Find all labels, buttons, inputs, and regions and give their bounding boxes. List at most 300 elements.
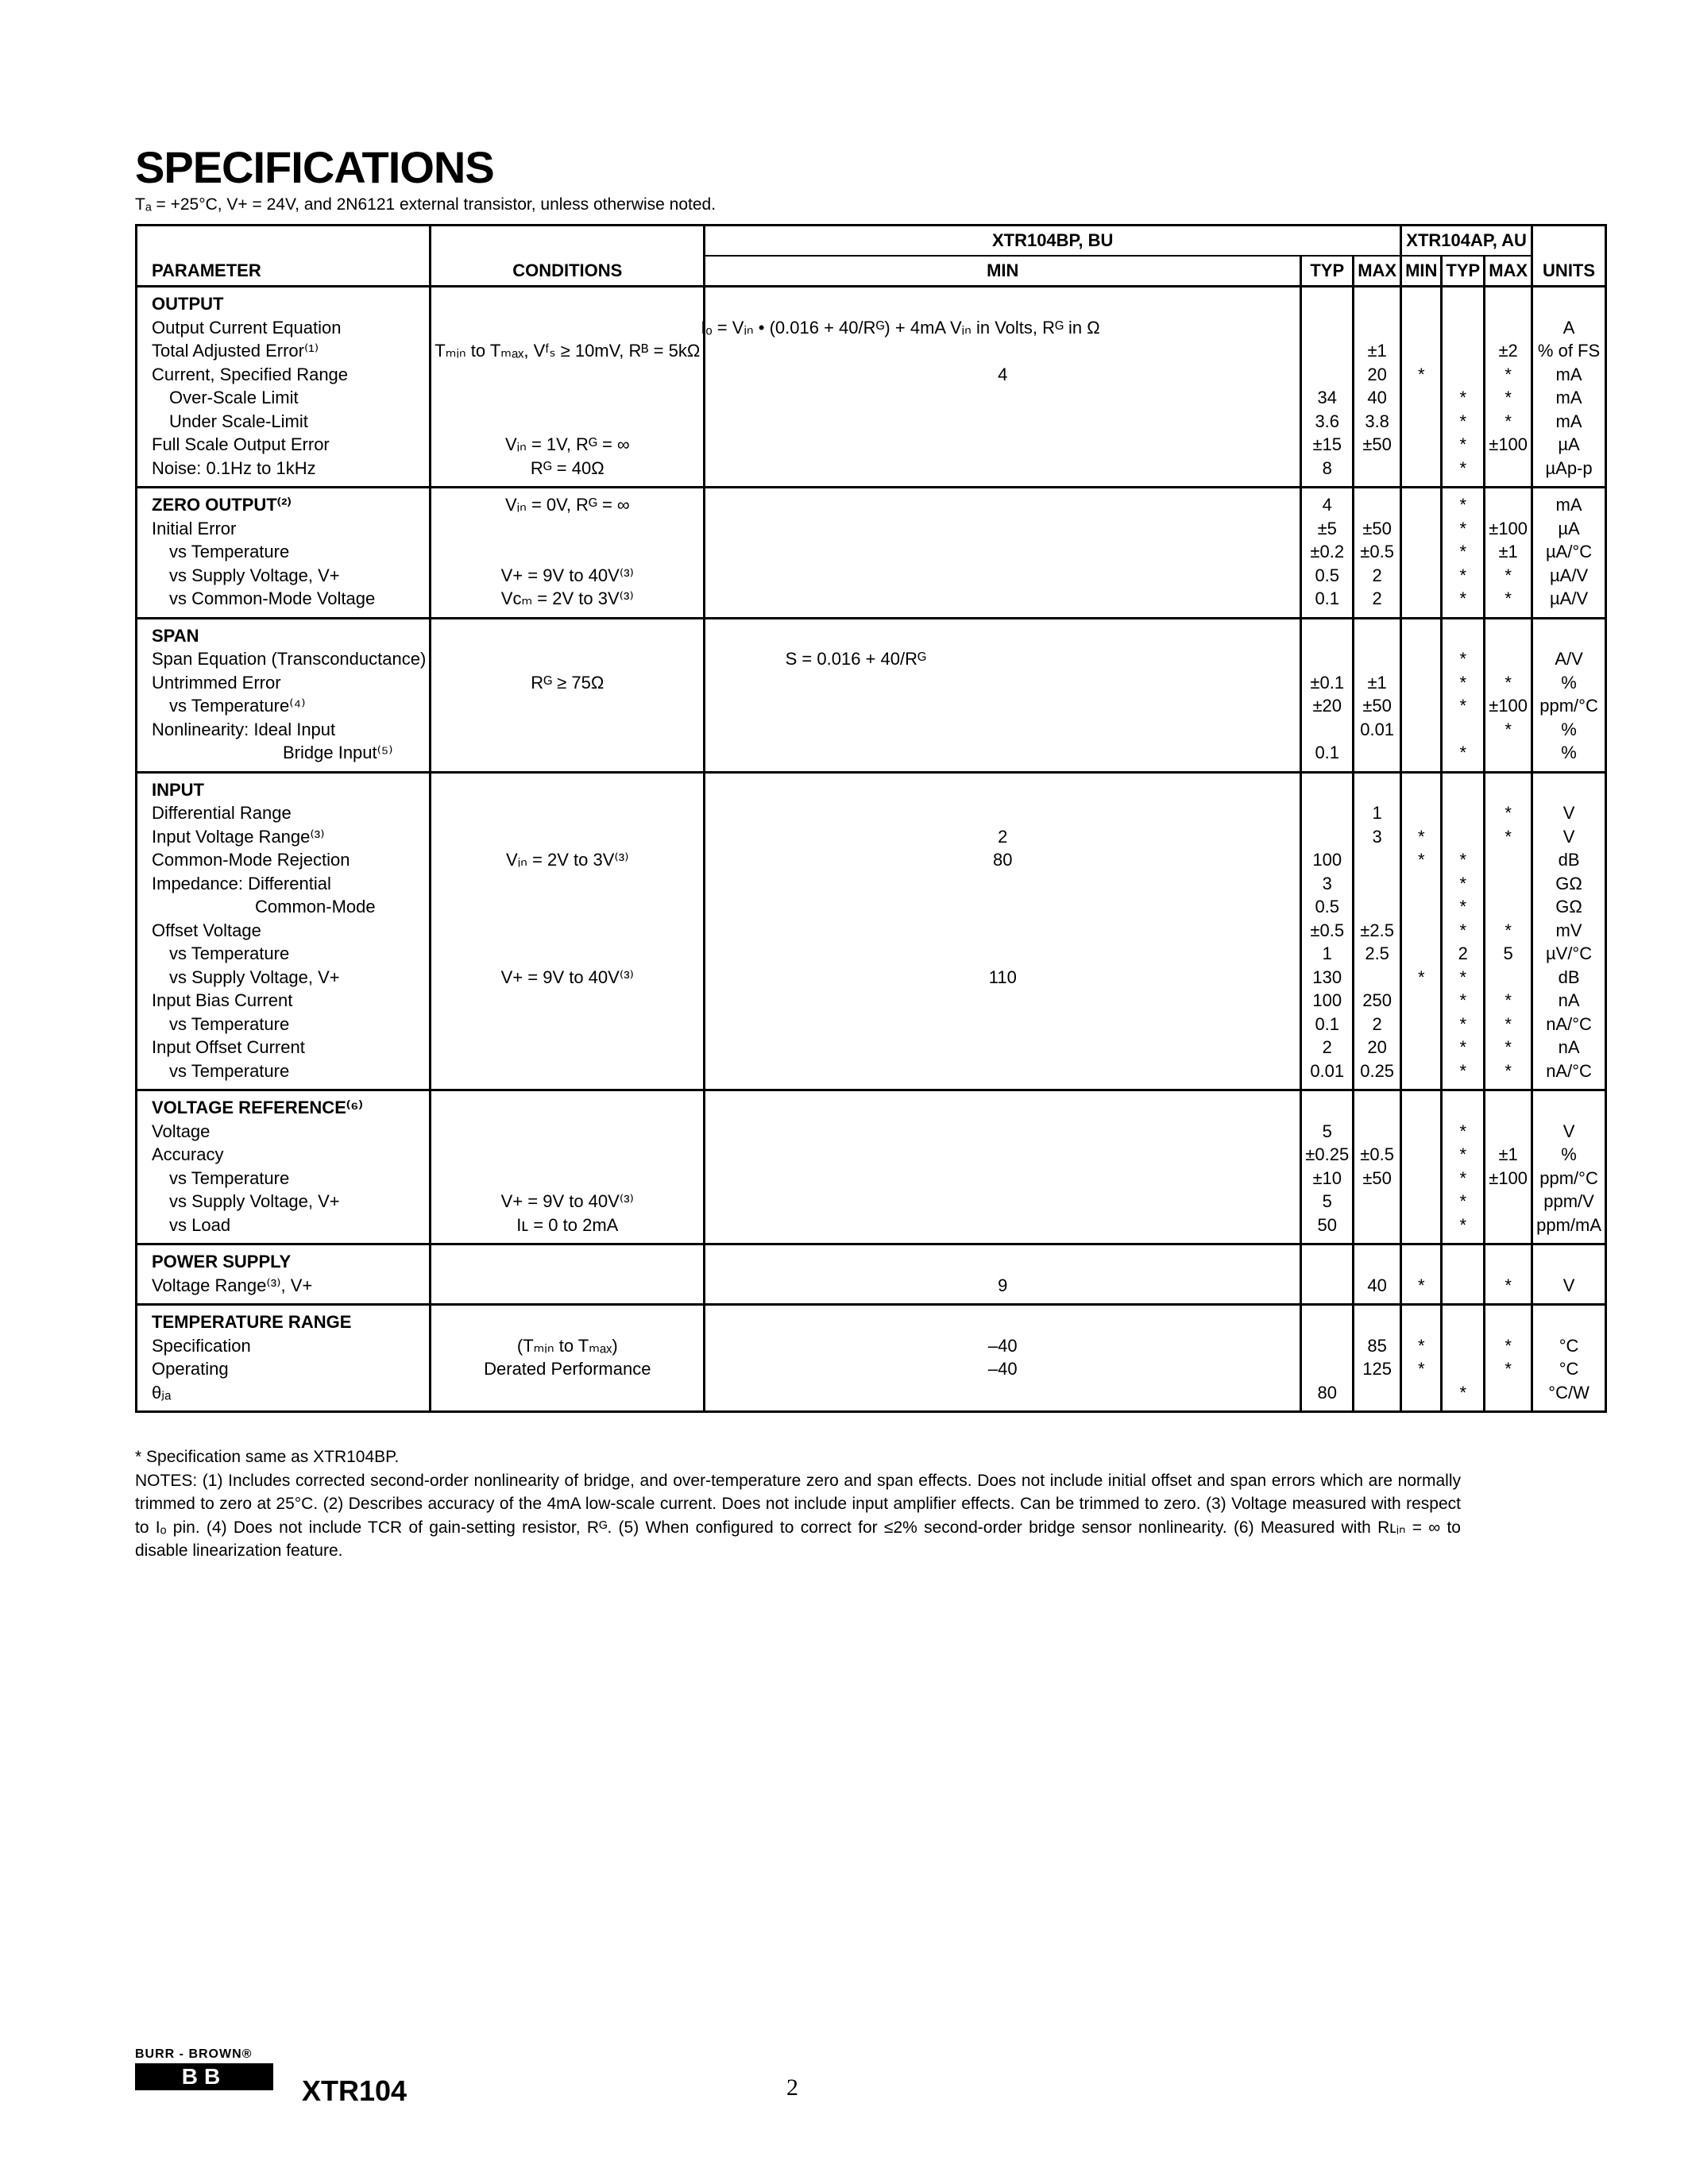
value-min1 xyxy=(709,1059,1296,1083)
value-typ1 xyxy=(1305,1274,1349,1298)
param-label: Total Adjusted Error⁽¹⁾ xyxy=(152,341,319,361)
unit-text: mA xyxy=(1555,495,1582,515)
param-cell xyxy=(137,488,431,619)
section-header: INPUT xyxy=(152,779,204,800)
value-min1 xyxy=(709,540,1296,564)
part-number: XTR104 xyxy=(302,2074,408,2107)
condition-text xyxy=(435,316,700,340)
value-max2: ±2 xyxy=(1498,341,1518,361)
value-typ1: 0.1 xyxy=(1315,743,1340,762)
value-min2 xyxy=(1405,457,1437,480)
value-typ1: 80 xyxy=(1317,1382,1337,1403)
value-max1 xyxy=(1358,1214,1396,1237)
unit-text: % xyxy=(1561,672,1577,693)
value-typ2: * xyxy=(1459,1382,1467,1403)
condition-text xyxy=(435,741,700,765)
unit-text: µA xyxy=(1558,518,1580,538)
condition-text xyxy=(435,1167,700,1190)
value-typ1: 0.5 xyxy=(1315,897,1340,916)
value-cell-min1 xyxy=(705,488,1301,619)
value-max2 xyxy=(1489,848,1528,872)
condition-text: V+ = 9V to 40V⁽³⁾ xyxy=(500,967,634,987)
value-max1 xyxy=(1358,624,1396,648)
value-max2: * xyxy=(1505,1037,1512,1057)
param-cell xyxy=(137,1305,431,1412)
value-typ1 xyxy=(1305,339,1349,363)
condition-text: Rᴳ = 40Ω xyxy=(530,457,605,478)
col-min-ap: MIN xyxy=(1401,256,1442,287)
param-cell xyxy=(137,772,431,1090)
param-label: Current, Specified Range xyxy=(152,364,349,384)
section-header: SPAN xyxy=(152,625,199,646)
value-max1: 20 xyxy=(1367,364,1387,384)
value-typ2: * xyxy=(1459,672,1467,693)
value-max1 xyxy=(1358,966,1396,990)
value-max1: 20 xyxy=(1367,1037,1387,1057)
value-min1 xyxy=(709,1096,1296,1120)
condition-text xyxy=(435,1013,700,1036)
value-typ1: 5 xyxy=(1322,1191,1332,1211)
condition-text: Vᴄₘ = 2V to 3V⁽³⁾ xyxy=(500,588,634,608)
unit-text: dB xyxy=(1558,967,1580,987)
value-typ2 xyxy=(1446,1357,1480,1381)
value-typ1: 3.6 xyxy=(1315,411,1340,431)
value-max1: 1 xyxy=(1372,803,1382,823)
unit-text: nA xyxy=(1558,990,1580,1010)
value-cell-typ1 xyxy=(1301,1090,1354,1244)
param-label: Input Voltage Range⁽³⁾ xyxy=(152,826,325,847)
value-min2 xyxy=(1405,292,1437,316)
bb-logo-icon xyxy=(135,2063,273,2090)
condition-text xyxy=(435,1059,700,1083)
condition-text xyxy=(435,1381,700,1405)
value-max1: 125 xyxy=(1362,1359,1392,1379)
value-max2 xyxy=(1489,966,1528,990)
value-min1 xyxy=(709,671,1296,695)
col-max-ap: MAX xyxy=(1485,256,1532,287)
value-typ1: ±20 xyxy=(1312,696,1342,716)
param-label: Differential Range xyxy=(152,803,292,823)
conditions-cell xyxy=(431,618,705,772)
condition-text: (Tₘᵢₙ to Tₘₐₓ) xyxy=(516,1335,618,1356)
param-label: vs Load xyxy=(169,1214,231,1235)
value-max2: * xyxy=(1505,826,1512,847)
unit-text: nA/°C xyxy=(1546,1013,1592,1034)
value-max1 xyxy=(1358,316,1396,340)
value-min1 xyxy=(709,410,1296,434)
value-typ2 xyxy=(1446,1096,1480,1120)
unit-text: µA/°C xyxy=(1545,542,1593,561)
value-min1: 4 xyxy=(998,364,1008,384)
section-3 xyxy=(137,772,1606,1090)
param-cell xyxy=(137,1244,431,1305)
value-min2 xyxy=(1405,624,1437,648)
col-conditions: CONDITIONS xyxy=(431,256,705,287)
value-typ2 xyxy=(1446,339,1480,363)
param-label: Under Scale-Limit xyxy=(169,411,308,431)
value-min2 xyxy=(1405,517,1437,541)
param-cell xyxy=(137,618,431,772)
unit-text: µV/°C xyxy=(1545,943,1593,963)
value-typ2: * xyxy=(1459,1167,1467,1188)
param-label: Span Equation (Transconductance) xyxy=(152,649,427,669)
condition-text xyxy=(435,694,700,718)
value-max2: * xyxy=(1505,565,1512,585)
col-min-bp: MIN xyxy=(705,256,1301,287)
value-typ2: * xyxy=(1459,518,1467,538)
value-typ2 xyxy=(1446,624,1480,648)
condition-text xyxy=(435,801,700,825)
value-min1 xyxy=(709,741,1296,765)
value-min2 xyxy=(1405,671,1437,695)
value-cell-max2 xyxy=(1485,1244,1532,1305)
value-max2 xyxy=(1489,1096,1528,1120)
value-min2 xyxy=(1405,493,1437,517)
value-max1: ±50 xyxy=(1362,434,1392,454)
condition-text: Iʟ = 0 to 2mA xyxy=(516,1214,619,1235)
param-label: Untrimmed Error xyxy=(152,672,281,693)
value-max2: ±100 xyxy=(1489,518,1528,538)
value-max1 xyxy=(1358,457,1396,480)
value-max1: ±1 xyxy=(1367,341,1387,361)
value-typ2: * xyxy=(1459,388,1467,407)
value-max1: ±50 xyxy=(1362,518,1392,538)
value-cell-max2 xyxy=(1485,772,1532,1090)
unit-text: % of FS xyxy=(1537,341,1601,361)
col-parameter: PARAMETER xyxy=(137,256,431,287)
value-max1 xyxy=(1358,1250,1396,1274)
unit-text: V xyxy=(1562,1121,1575,1141)
value-typ1 xyxy=(1305,718,1349,742)
value-min2 xyxy=(1405,1143,1437,1167)
spec-body xyxy=(137,287,1606,1412)
unit-text: mV xyxy=(1555,920,1582,940)
value-typ2 xyxy=(1446,1274,1480,1298)
value-max2: * xyxy=(1505,719,1512,739)
condition-text: Tₘᵢₙ to Tₘₐₓ, Vᶠₛ ≥ 10mV, Rᴮ = 5kΩ xyxy=(435,341,701,361)
value-min2 xyxy=(1405,694,1437,718)
value-max2: ±100 xyxy=(1489,696,1528,716)
value-min1 xyxy=(709,1381,1296,1405)
value-typ1: 0.01 xyxy=(1310,1060,1345,1081)
value-cell-min2 xyxy=(1401,772,1442,1090)
unit-text: mA xyxy=(1555,388,1582,407)
value-min1 xyxy=(709,895,1296,919)
unit-text xyxy=(1536,1310,1601,1334)
value-max2 xyxy=(1489,872,1528,896)
value-cell-min2 xyxy=(1401,1305,1442,1412)
value-max1 xyxy=(1358,1096,1396,1120)
condition-text: Vᵢₙ = 2V to 3V⁽³⁾ xyxy=(506,850,629,870)
param-label: θⱼₐ xyxy=(152,1382,172,1403)
value-max2: * xyxy=(1505,990,1512,1010)
param-label: Offset Voltage xyxy=(152,920,261,940)
value-max2 xyxy=(1489,1190,1528,1214)
value-min1 xyxy=(709,339,1296,363)
value-max2: * xyxy=(1505,1359,1512,1379)
value-max2: * xyxy=(1505,1335,1512,1356)
condition-text xyxy=(435,540,700,564)
value-cell-max1 xyxy=(1354,1090,1401,1244)
value-min1 xyxy=(709,718,1296,742)
value-cell-max1 xyxy=(1354,1244,1401,1305)
param-cell xyxy=(137,1090,431,1244)
value-max2: * xyxy=(1505,588,1512,608)
value-max1 xyxy=(1358,1190,1396,1214)
value-max2 xyxy=(1489,493,1528,517)
param-label: Specification xyxy=(152,1335,251,1356)
brand-name: BURR - BROWN® xyxy=(135,2047,253,2061)
condition-text xyxy=(435,1310,700,1334)
value-max1 xyxy=(1358,1381,1396,1405)
value-typ1: 34 xyxy=(1317,388,1337,407)
value-typ1: ±0.25 xyxy=(1305,1144,1350,1164)
value-cell-min2 xyxy=(1401,1244,1442,1305)
value-typ1 xyxy=(1305,1310,1349,1334)
condition-text xyxy=(435,292,700,316)
value-max2 xyxy=(1489,1310,1528,1334)
group-header-ap: XTR104AP, AU xyxy=(1401,226,1532,257)
value-min1 xyxy=(709,386,1296,410)
param-label: vs Supply Voltage, V+ xyxy=(169,967,340,987)
value-max2: * xyxy=(1505,1013,1512,1034)
col-max-bp: MAX xyxy=(1354,256,1401,287)
value-max1: ±50 xyxy=(1362,1167,1392,1188)
col-typ-bp: TYP xyxy=(1301,256,1354,287)
value-max1 xyxy=(1358,493,1396,517)
param-label: vs Temperature xyxy=(169,542,290,561)
section-0 xyxy=(137,287,1606,488)
unit-text: dB xyxy=(1558,850,1580,870)
value-typ1: 0.1 xyxy=(1315,588,1340,608)
value-cell-max1 xyxy=(1354,618,1401,772)
value-min2 xyxy=(1405,1167,1437,1190)
condition-text xyxy=(435,386,700,410)
value-cell-min2 xyxy=(1401,287,1442,488)
value-min1 xyxy=(709,433,1296,457)
section-header: TEMPERATURE RANGE xyxy=(152,1312,352,1332)
value-min1 xyxy=(709,493,1296,517)
value-typ2 xyxy=(1446,718,1480,742)
value-min1 xyxy=(709,587,1296,611)
value-cell-typ1 xyxy=(1301,1305,1354,1412)
units-cell xyxy=(1532,618,1606,772)
value-min2 xyxy=(1405,1120,1437,1144)
note-star: * Specification same as XTR104BP. xyxy=(135,1448,400,1466)
section-4 xyxy=(137,1090,1606,1244)
value-max2: ±100 xyxy=(1489,1167,1528,1188)
units-cell xyxy=(1532,287,1606,488)
value-max1 xyxy=(1358,872,1396,896)
unit-text: GΩ xyxy=(1555,897,1582,916)
param-label: Over-Scale Limit xyxy=(169,388,299,407)
value-min2 xyxy=(1405,1096,1437,1120)
unit-text: ppm/mA xyxy=(1536,1214,1602,1235)
page-number: 2 xyxy=(786,2074,798,2101)
value-min2 xyxy=(1405,316,1437,340)
value-typ2: * xyxy=(1459,1060,1467,1081)
value-cell-typ1 xyxy=(1301,772,1354,1090)
value-min2 xyxy=(1405,1190,1437,1214)
value-min2 xyxy=(1405,587,1437,611)
condition-text xyxy=(435,895,700,919)
conditions-cell xyxy=(431,1090,705,1244)
value-max2 xyxy=(1489,457,1528,480)
param-label: Output Current Equation xyxy=(152,317,342,338)
condition-text xyxy=(435,517,700,541)
value-min2 xyxy=(1405,410,1437,434)
value-typ1: ±0.1 xyxy=(1310,672,1345,693)
equation-text: S = 0.016 + 40/Rᴳ xyxy=(785,649,926,669)
value-typ1 xyxy=(1305,1334,1349,1358)
value-min2 xyxy=(1405,647,1437,671)
condition-text xyxy=(435,825,700,849)
value-min2 xyxy=(1405,1381,1437,1405)
condition-text xyxy=(435,363,700,387)
condition-text xyxy=(435,624,700,648)
param-label: Full Scale Output Error xyxy=(152,434,330,454)
value-typ1: ±0.5 xyxy=(1310,920,1345,940)
value-cell-max2 xyxy=(1485,488,1532,619)
unit-text: ppm/V xyxy=(1543,1191,1594,1211)
value-min2 xyxy=(1405,433,1437,457)
unit-text: GΩ xyxy=(1555,873,1582,893)
value-min1 xyxy=(709,1143,1296,1167)
value-min2 xyxy=(1405,801,1437,825)
param-label: vs Supply Voltage, V+ xyxy=(169,1191,340,1211)
value-typ2: * xyxy=(1459,565,1467,585)
value-min1 xyxy=(709,694,1296,718)
value-typ2: * xyxy=(1459,897,1467,916)
value-typ2: * xyxy=(1459,873,1467,893)
value-typ2: * xyxy=(1459,542,1467,561)
condition-text xyxy=(435,1036,700,1059)
param-label: Common-Mode xyxy=(255,897,376,916)
value-max2: ±1 xyxy=(1498,542,1518,561)
value-cell-max2 xyxy=(1485,287,1532,488)
value-min1 xyxy=(709,624,1296,648)
value-max1 xyxy=(1358,848,1396,872)
value-typ2 xyxy=(1446,778,1480,802)
value-cell-max1 xyxy=(1354,488,1401,619)
value-typ2 xyxy=(1446,825,1480,849)
condition-text xyxy=(435,718,700,742)
value-typ2: * xyxy=(1459,588,1467,608)
value-max1 xyxy=(1358,895,1396,919)
value-min2: * xyxy=(1417,850,1425,870)
unit-text: % xyxy=(1561,1144,1577,1164)
value-max1: ±2.5 xyxy=(1360,920,1394,940)
section-1 xyxy=(137,488,1606,619)
value-min1: 80 xyxy=(993,850,1013,870)
value-max1: ±1 xyxy=(1367,672,1387,693)
value-max1: 2 xyxy=(1372,588,1382,608)
value-typ1 xyxy=(1305,624,1349,648)
value-typ2: * xyxy=(1459,649,1467,669)
value-min1 xyxy=(709,1167,1296,1190)
value-cell-typ2 xyxy=(1442,772,1485,1090)
units-cell xyxy=(1532,1090,1606,1244)
value-cell-typ2 xyxy=(1442,1305,1485,1412)
value-max2: * xyxy=(1505,1275,1512,1295)
value-max2 xyxy=(1489,624,1528,648)
value-min2 xyxy=(1405,386,1437,410)
param-label: vs Common-Mode Voltage xyxy=(169,588,376,608)
value-typ1 xyxy=(1305,778,1349,802)
value-typ1: 0.1 xyxy=(1315,1013,1340,1034)
unit-text: A xyxy=(1562,317,1575,338)
unit-text: °C xyxy=(1559,1359,1579,1379)
value-min1 xyxy=(709,1120,1296,1144)
value-min1 xyxy=(709,919,1296,943)
condition-text xyxy=(435,778,700,802)
page-title: SPECIFICATIONS xyxy=(135,142,494,192)
unit-text: ppm/°C xyxy=(1539,696,1598,716)
value-min1 xyxy=(709,1214,1296,1237)
value-cell-typ2 xyxy=(1442,618,1485,772)
value-max1: ±0.5 xyxy=(1360,542,1394,561)
value-typ2: * xyxy=(1459,967,1467,987)
value-max1: 85 xyxy=(1367,1335,1387,1356)
value-max1 xyxy=(1358,741,1396,765)
unit-text: % xyxy=(1561,719,1577,739)
value-typ2: * xyxy=(1459,495,1467,515)
value-typ1: 5 xyxy=(1322,1121,1332,1141)
value-max2 xyxy=(1489,895,1528,919)
param-label: Nonlinearity: Ideal Input xyxy=(152,719,336,739)
value-cell-min1 xyxy=(705,1090,1301,1244)
unit-text: °C/W xyxy=(1548,1382,1590,1403)
value-min2 xyxy=(1405,741,1437,765)
value-min1 xyxy=(709,1190,1296,1214)
notes xyxy=(135,1445,1461,1563)
value-cell-min1 xyxy=(701,287,1301,488)
value-min2: * xyxy=(1417,967,1425,987)
unit-text: mA xyxy=(1555,411,1582,431)
value-min1: 2 xyxy=(998,826,1008,847)
condition-text xyxy=(435,1120,700,1144)
value-min2: * xyxy=(1417,364,1425,384)
value-cell-max1 xyxy=(1354,1305,1401,1412)
value-min2 xyxy=(1405,942,1437,966)
units-cell xyxy=(1532,1244,1606,1305)
section-header: ZERO OUTPUT⁽²⁾ xyxy=(152,495,292,515)
value-max2: ±1 xyxy=(1498,1144,1518,1164)
value-min1 xyxy=(709,517,1296,541)
value-max2 xyxy=(1489,647,1528,671)
conditions-cell xyxy=(431,1244,705,1305)
value-min1 xyxy=(709,564,1296,588)
value-max2: * xyxy=(1505,388,1512,407)
value-min1: 9 xyxy=(998,1275,1008,1295)
value-min2 xyxy=(1405,1013,1437,1036)
value-min2 xyxy=(1405,1250,1437,1274)
value-max1: 40 xyxy=(1367,1275,1387,1295)
value-max2 xyxy=(1489,1214,1528,1237)
value-min2 xyxy=(1405,989,1437,1013)
value-typ1: 4 xyxy=(1322,495,1332,515)
param-label: vs Supply Voltage, V+ xyxy=(169,565,340,585)
param-label: Voltage xyxy=(152,1121,211,1141)
unit-text: µAp-p xyxy=(1545,457,1593,478)
value-typ2: * xyxy=(1459,1121,1467,1141)
value-cell-typ1 xyxy=(1301,488,1354,619)
condition-text: V+ = 9V to 40V⁽³⁾ xyxy=(500,565,634,585)
value-typ2: * xyxy=(1459,457,1467,478)
value-cell-typ2 xyxy=(1442,1090,1485,1244)
value-max2: * xyxy=(1505,364,1512,384)
unit-text xyxy=(1536,1096,1601,1120)
